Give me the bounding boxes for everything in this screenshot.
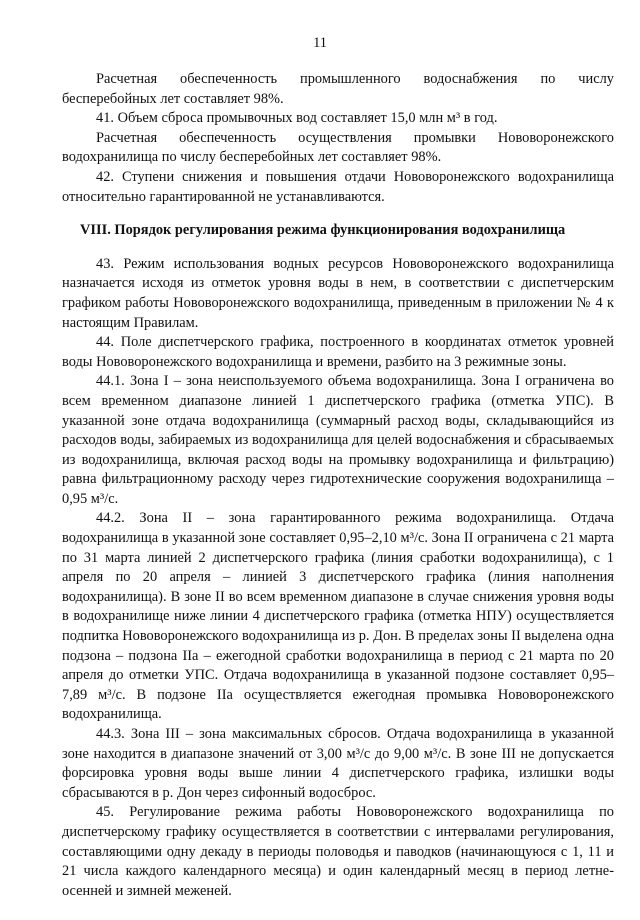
paragraph: 44.1. Зона I – зона неиспользуемого объема водохранилища. Зона I ограничена во всем временном диапазоне линией 1 диспетчерского графика (отметка УПС). В указанной зоне отдача водохранилища (суммарный расход воды, складывающийся из расходов воды, забираемых из водохранилища для целей водоснабжения и сбрасываемых из водохранилища, включая расход воды на промывку водохранилища и фильтрацию) равна фильтрационному расходу через гидротехнические сооружения водохранилища – 0,95 м³/с.	[62, 373, 614, 507]
page-number: 11	[313, 35, 327, 51]
paragraph: 44.2. Зона II – зона гарантированного режима водохранилища. Отдача водохранилища в указанной зоне составляет 0,95–2,10 м³/с. Зона II ограничена с 21 марта по 31 марта линией 2 диспетчерского графика (линия сработки водохранилища), с 1 апреля по 20 апреля – линией 3 диспетчерского графика (линия наполнения водохранилища). В зоне II во всем временном диапазоне в случае снижения уровня воды в водохранилище ниже линии 4 диспетчерского графика (отметка НПУ) осуществляется подпитка Нововоронежского водохранилища из р. Дон. В пределах зоны II выделена одна подзона – подзона IIа – ежегодной сработки водохранилища в период с 21 марта по 20 апреля до отметки УПС. Отдача водохранилища в указанной подзоне составляет 0,95–7,89 м³/с. В подзоне IIа осуществляется ежегодная промывка Нововоронежского водохранилища.	[62, 510, 614, 723]
paragraph: 42. Ступени снижения и повышения отдачи Нововоронежского водохранилища относительно гарантированной не устанавливаются.	[62, 168, 614, 205]
paragraph: 45. Регулирование режима работы Нововоронежского водохранилища по диспетчерскому графику осуществляется в соответствии с интервалами регулирования, составляющими одну декаду в периоды половодья и паводков (начинающуюся с 1, 11 и 21 числа каждого календарного месяца) и один календарный месяц в период летне-осенней и зимней меженей.	[62, 804, 614, 899]
section-heading: VIII. Порядок регулирования режима функционирования водохранилища	[80, 222, 566, 239]
paragraph: 43. Режим использования водных ресурсов Нововоронежского водохранилища назначается исходя из отметок уровня воды в нем, в соответствии с диспетчерским графиком работы Нововоронежского водохранилища, приведенным в приложении № 4 к настоящим Правилам.	[62, 255, 614, 331]
paragraph: Расчетная обеспеченность осуществления промывки Нововоронежского водохранилища по числу бесперебойных лет составляет 98%.	[62, 129, 614, 166]
paragraph: 41. Объем сброса промывочных вод составляет 15,0 млн м³ в год.	[96, 110, 498, 127]
paragraph: 44. Поле диспетчерского графика, построенного в координатах отметок уровней воды Нововоронежского водохранилища и времени, разбито на 3 режимные зоны.	[62, 334, 614, 370]
document-body	[62, 70, 614, 901]
paragraph: Расчетная обеспеченность промышленного водоснабжения по числу бесперебойных лет составляет 98%.	[62, 71, 614, 107]
paragraph: 44.3. Зона III – зона максимальных сбросов. Отдача водохранилища в указанной зоне находится в диапазоне значений от 3,00 м³/с до 9,00 м³/с. В зоне III не допускается форсировка уровня воды выше линии 4 диспетчерского графика, излишки воды сбрасываются в р. Дон через сифонный водосброс.	[62, 726, 614, 801]
